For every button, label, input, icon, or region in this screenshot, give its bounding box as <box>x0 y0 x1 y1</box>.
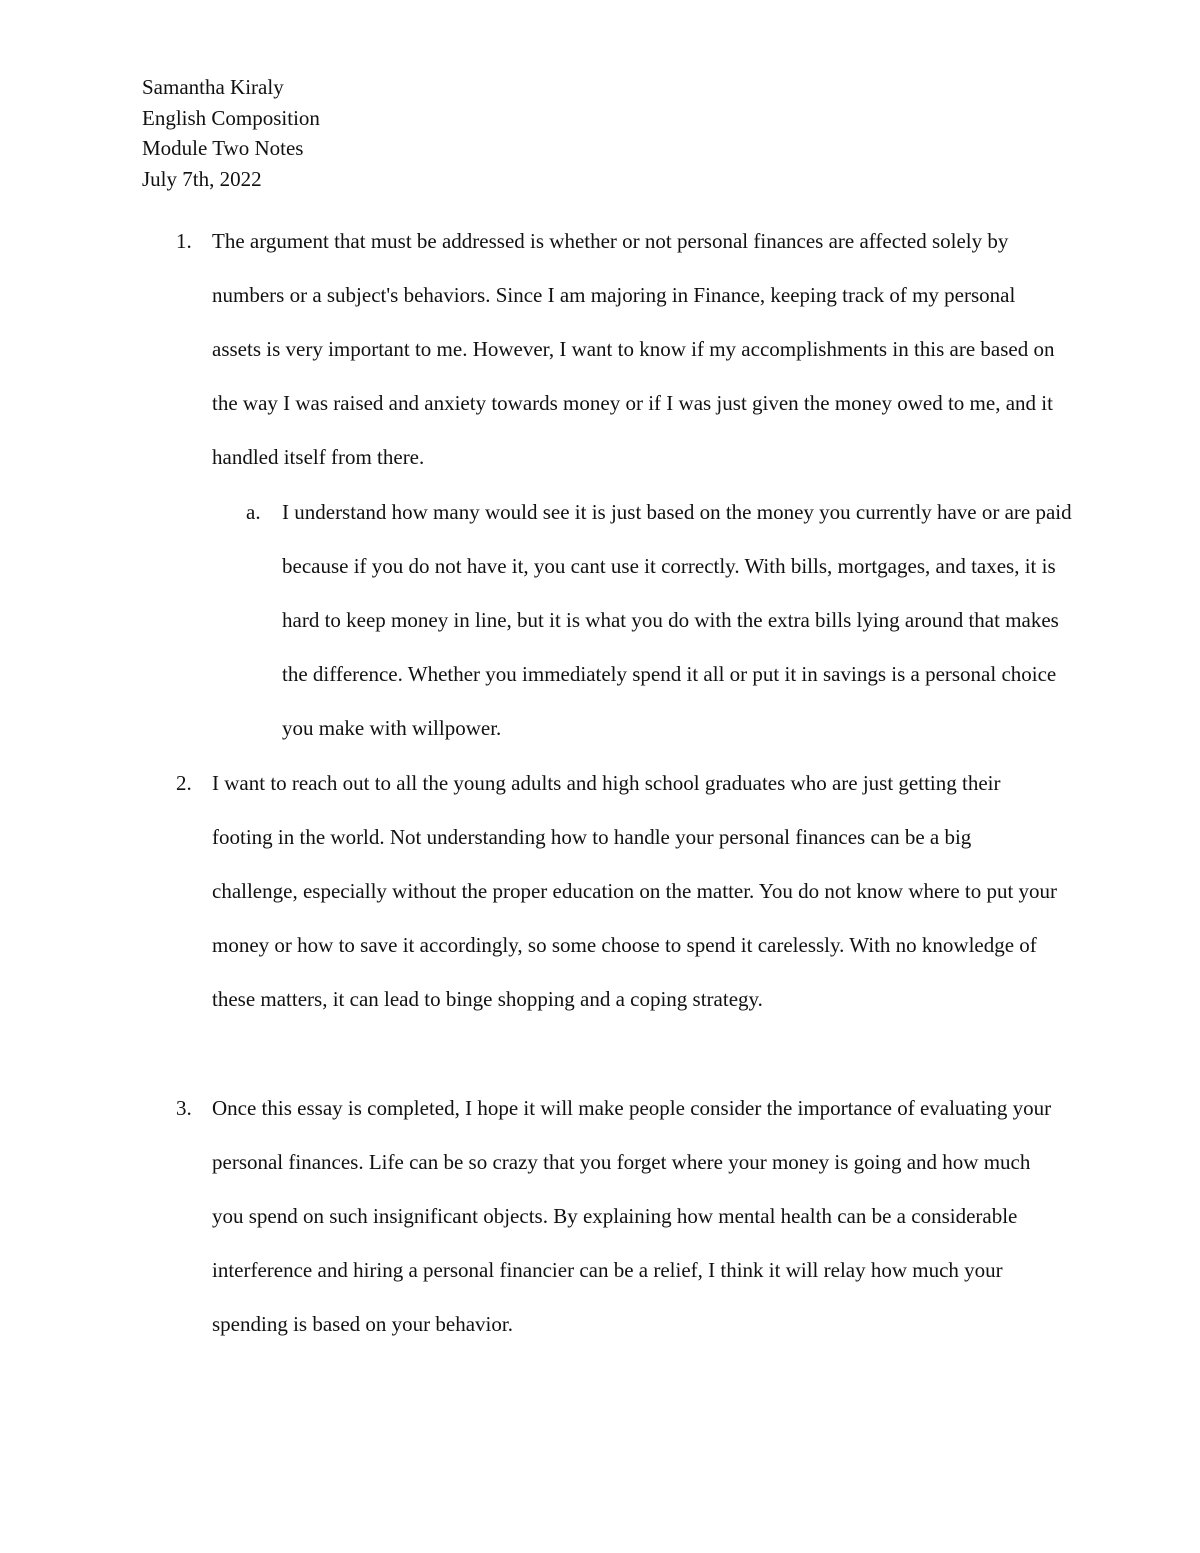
list-item-text: I want to reach out to all the young adults and high school graduates who are just getting their footing in the world. Not understanding how to handle your personal finances can be a big challenge, especially without the proper education on the matter. You do not know where to put your money or how to save it accordingly, so some choose to spend it carelessly. With no knowledge of these matters, it can lead to binge shopping and a coping strategy. <box>212 771 1058 1011</box>
list-marker: 2. <box>176 771 192 795</box>
assignment-title: Module Two Notes <box>142 136 304 160</box>
sub-list-marker: a. <box>246 500 261 524</box>
list-item <box>176 756 1062 1026</box>
sub-list-item <box>246 485 1072 755</box>
list-item-text: The argument that must be addressed is whether or not personal finances are affected solely by numbers or a subject's behaviors. Since I am majoring in Finance, keeping track of my personal assets is very important to me. However, I want to know if my accomplishments in this are based on the way I was raised and anxiety towards money or if I was just given the money owed to me, and it handled itself from there. <box>212 229 1055 469</box>
sub-list-item-text: I understand how many would see it is just based on the money you currently have or are paid because if you do not have it, you cant use it correctly. With bills, mortgages, and taxes, it is hard to keep money in line, but it is what you do with the extra bills lying around that makes the difference. Whether you immediately spend it all or put it in savings is a personal choice you make with willpower. <box>282 500 1072 740</box>
course-name: English Composition <box>142 105 320 130</box>
document-header <box>142 72 320 194</box>
author-name: Samantha Kiraly <box>142 75 284 99</box>
list-item <box>176 1081 1062 1351</box>
list-marker: 1. <box>176 229 192 253</box>
list-item <box>176 214 1062 484</box>
list-item-text: Once this essay is completed, I hope it will make people consider the importance of evaluating your personal finances. Life can be so crazy that you forget where your money is going and how much you spend on such insignificant objects. By explaining how mental health can be a considerable interference and hiring a personal financier can be a relief, I think it will relay how much your spending is based on your behavior. <box>212 1096 1052 1336</box>
list-marker: 3. <box>176 1096 192 1120</box>
document-date: July 7th, 2022 <box>142 166 262 191</box>
